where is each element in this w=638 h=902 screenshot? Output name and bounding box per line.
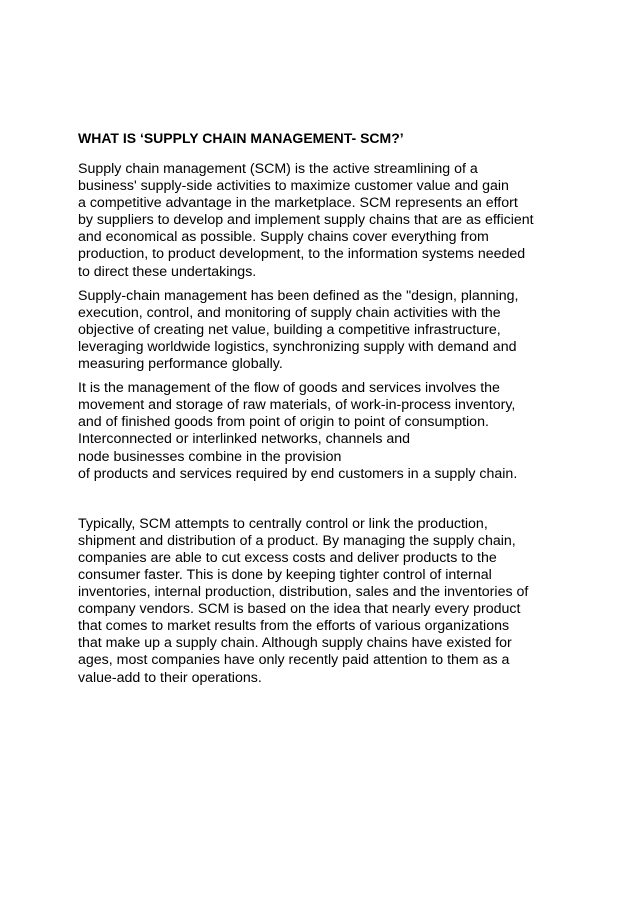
text-line: node businesses combine in the provision <box>78 448 342 465</box>
text-line: measuring performance globally. <box>78 356 283 373</box>
paragraph-scm-definition <box>78 161 568 281</box>
paragraph-scm-flow <box>78 380 568 483</box>
text-line: objective of creating net value, building a competitive infrastructure, <box>78 321 501 338</box>
text-line: shipment and distribution of a product. By managing the supply chain, <box>78 532 516 549</box>
document-heading: WHAT IS ‘SUPPLY CHAIN MANAGEMENT- SCM?’ <box>78 130 404 146</box>
text-line: inventories, internal production, distribution, sales and the inventories of <box>78 584 529 601</box>
text-line: Typically, SCM attempts to centrally control or link the production, <box>78 515 488 532</box>
paragraph-scm-design <box>78 288 568 373</box>
text-line: and economical as possible. Supply chains cover everything from <box>78 229 489 246</box>
text-line: Supply chain management (SCM) is the active streamlining of a <box>78 161 478 177</box>
text-line: of products and services required by end customers in a supply chain. <box>78 465 518 482</box>
text-line: to direct these undertakings. <box>78 263 257 280</box>
text-line: and of finished goods from point of origin to point of consumption. <box>78 414 489 431</box>
text-line: that make up a supply chain. Although supply chains have existed for <box>78 635 512 652</box>
text-line: ages, most companies have only recently paid attention to them as a <box>78 652 510 669</box>
text-line: value-add to their operations. <box>78 669 262 686</box>
text-line: that comes to market results from the efforts of various organizations <box>78 618 510 635</box>
text-line: a competitive advantage in the marketplace. SCM represents an effort <box>78 195 518 212</box>
text-line: company vendors. SCM is based on the idea that nearly every product <box>78 601 521 618</box>
text-line: Interconnected or interlinked networks, channels and <box>78 431 411 448</box>
text-line: movement and storage of raw materials, of work-in-process inventory, <box>78 397 516 414</box>
text-line: leveraging worldwide logistics, synchronizing supply with demand and <box>78 338 517 355</box>
text-line: Supply-chain management has been defined as the "design, planning, <box>78 287 519 304</box>
document-body <box>78 129 568 687</box>
text-line: companies are able to cut excess costs and deliver products to the <box>78 549 497 566</box>
text-line: business' supply-side activities to maximize customer value and gain <box>78 178 509 195</box>
paragraph-scm-control <box>78 516 568 687</box>
text-line: execution, control, and monitoring of supply chain activities with the <box>78 304 501 321</box>
text-line: It is the management of the flow of goods and services involves the <box>78 380 500 397</box>
text-line: by suppliers to develop and implement supply chains that are as efficient <box>78 212 534 229</box>
text-line: consumer faster. This is done by keeping tighter control of internal <box>78 566 492 583</box>
text-line: production, to product development, to the information systems needed <box>78 246 526 263</box>
